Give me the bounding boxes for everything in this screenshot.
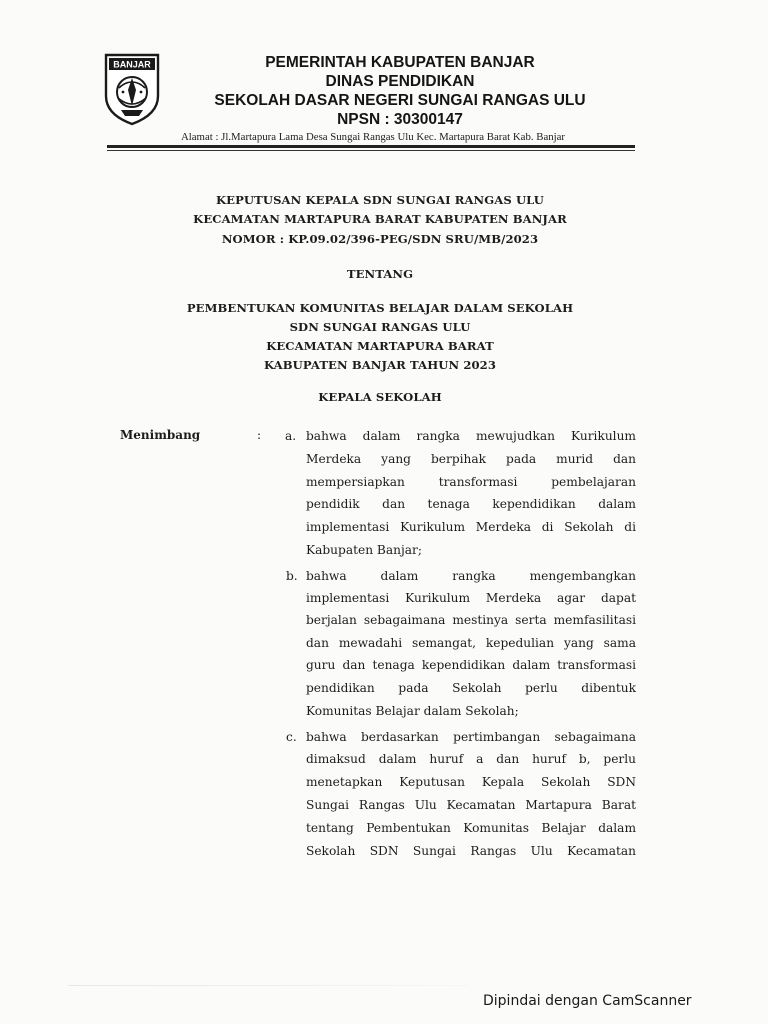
letterhead-divider-thin [107, 150, 635, 151]
decree-number: NOMOR : KP.09.02/396-PEG/SDN SRU/MB/2023 [221, 232, 539, 246]
letterhead-department: DINAS PENDIDIKAN [325, 73, 475, 90]
decree-tentang: TENTANG [346, 267, 414, 281]
item-b-line: implementasi Kurikulum Merdeka agar dapat [306, 591, 636, 605]
item-a-line: Merdeka yang berpihak pada murid dan [306, 452, 636, 466]
item-a-line: bahwa dalam rangka mewujudkan Kurikulum [306, 429, 636, 443]
item-c-line: tentang Pembentukan Komunitas Belajar dalam [306, 821, 636, 835]
menimbang-label: Menimbang [120, 428, 201, 442]
letterhead-divider-thick [107, 145, 635, 148]
item-c-line: Sungai Rangas Ulu Kecamatan Martapura Barat [306, 798, 636, 812]
scan-edge-shadow [68, 985, 468, 986]
camscanner-watermark: Dipindai dengan CamScanner [483, 993, 692, 1009]
decree-subject-line3: KECAMATAN MARTAPURA BARAT [266, 339, 494, 353]
letterhead-school-name: SEKOLAH DASAR NEGERI SUNGAI RANGAS ULU [214, 92, 586, 109]
menimbang-colon: : [257, 428, 262, 442]
item-c-line: Sekolah SDN Sungai Rangas Ulu Kecamatan [306, 844, 636, 858]
letterhead-npsn: NPSN : 30300147 [337, 111, 463, 128]
item-b-line: Komunitas Belajar dalam Sekolah; [306, 704, 519, 718]
decree-title-line2: KECAMATAN MARTAPURA BARAT KABUPATEN BANJAR [193, 212, 567, 226]
item-a-line: pendidik dan tenaga kependidikan dalam [306, 497, 636, 511]
banjar-regency-logo-icon [103, 52, 161, 126]
decree-subject-line1: PEMBENTUKAN KOMUNITAS BELAJAR DALAM SEKOLAH [186, 301, 574, 315]
decree-authority: KEPALA SEKOLAH [318, 390, 442, 404]
item-b-marker: b. [286, 569, 298, 583]
item-b-line: bahwa dalam rangka mengembangkan [306, 569, 636, 583]
item-a-line: implementasi Kurikulum Merdeka di Sekolah di [306, 520, 636, 534]
item-c-line: menetapkan Keputusan Kepala Sekolah SDN [306, 775, 636, 789]
decree-subject-line4: KABUPATEN BANJAR TAHUN 2023 [263, 358, 497, 372]
letterhead-address: Alamat : Jl.Martapura Lama Desa Sungai Rangas Ulu Kec. Martapura Barat Kab. Banjar [180, 131, 566, 143]
item-a-marker: a. [285, 429, 297, 443]
item-b-line: guru dan tenaga kependidikan dalam transformasi [306, 658, 636, 672]
decree-subject-line2: SDN SUNGAI RANGAS ULU [289, 320, 471, 334]
letterhead-government: PEMERINTAH KABUPATEN BANJAR [265, 54, 535, 71]
item-a-line: Kabupaten Banjar; [306, 543, 422, 557]
item-b-line: pendidikan pada Sekolah perlu dibentuk [306, 681, 636, 695]
item-b-line: berjalan sebagaimana mestinya serta memfasilitasi [306, 613, 636, 627]
item-c-line: dimaksud dalam huruf a dan huruf b, perlu [306, 752, 636, 766]
decree-title-line1: KEPUTUSAN KEPALA SDN SUNGAI RANGAS ULU [215, 193, 545, 207]
item-c-line: bahwa berdasarkan pertimbangan sebagaimana [306, 730, 636, 744]
item-c-marker: c. [286, 730, 297, 744]
logo-label: BANJAR [113, 59, 151, 70]
item-a-line: mempersiapkan transformasi pembelajaran [306, 475, 636, 489]
item-b-line: dan mewadahi semangat, kepedulian yang sama [306, 636, 636, 650]
